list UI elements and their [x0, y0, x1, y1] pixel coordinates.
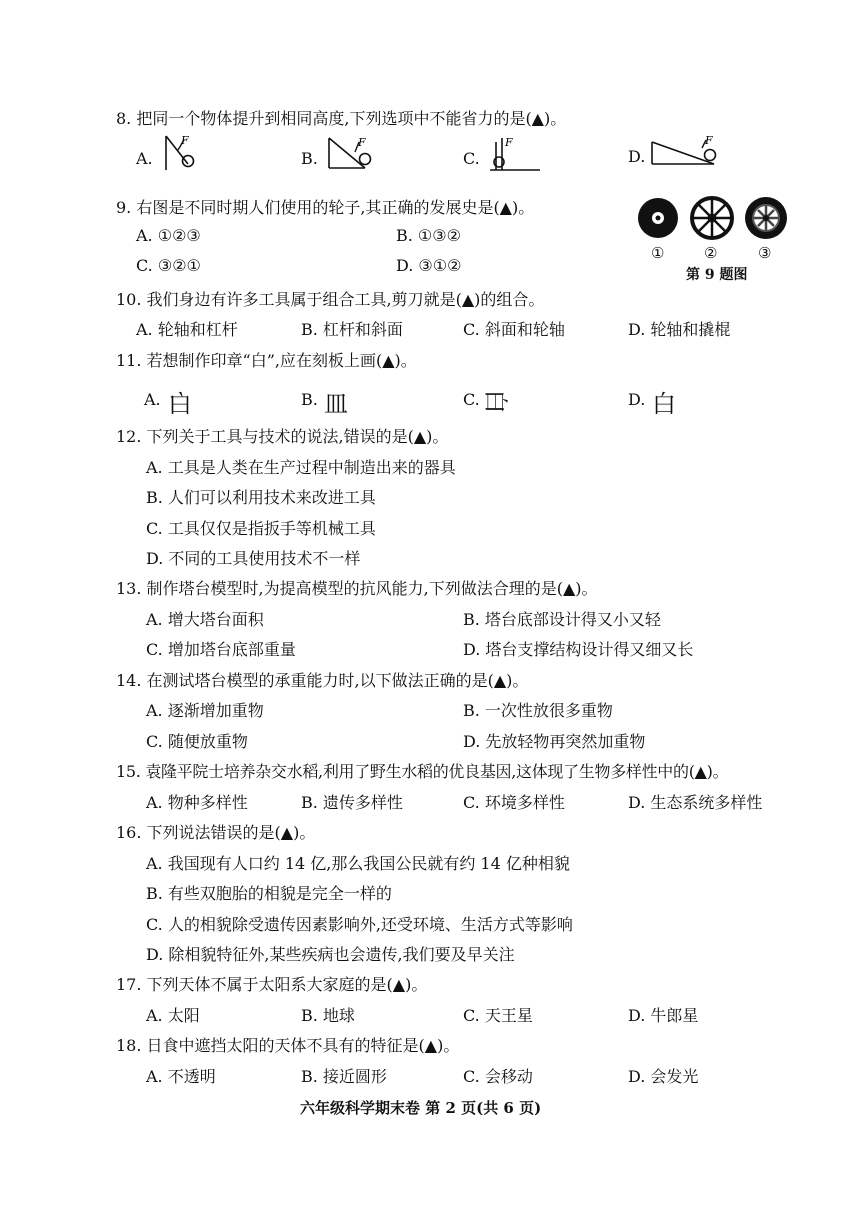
- q18-option-b: B. 接近圆形: [301, 1067, 387, 1086]
- q11-glyph-d: 白: [652, 390, 676, 418]
- q9-option-d: D. ③①②: [396, 256, 462, 275]
- q8-pulley-diagram-a: [162, 134, 202, 174]
- q9-figure-caption: 第 9 题图: [686, 267, 748, 283]
- q8-force-label-a: F: [181, 134, 189, 147]
- q13-stem: 13. 制作塔台模型时,为提高模型的抗风能力,下列做法合理的是(▲)。: [116, 579, 598, 598]
- q9-option-b: B. ①③②: [396, 226, 461, 245]
- q9-option-c: C. ③②①: [136, 256, 201, 275]
- spoked-wheel-icon: [692, 198, 732, 238]
- q17-option-a: A. 太阳: [146, 1006, 200, 1025]
- q11-option-a: A.: [144, 390, 161, 409]
- q8-option-a: A.: [136, 149, 153, 168]
- q16-stem: 16. 下列说法错误的是(▲)。: [116, 823, 316, 842]
- q8-pull-diagram-c: [488, 134, 544, 174]
- q8-option-b: B.: [301, 149, 318, 168]
- q16-option-c: C. 人的相貌除受遗传因素影响外,还受环境、生活方式等影响: [146, 915, 573, 934]
- q12-stem: 12. 下列关于工具与技术的说法,错误的是(▲)。: [116, 427, 449, 446]
- q9-stem: 9. 右图是不同时期人们使用的轮子,其正确的发展史是(▲)。: [116, 198, 535, 217]
- q9-wheel-label-3: ③: [758, 244, 772, 262]
- q11-glyph-b: 皿: [324, 390, 348, 418]
- solid-wheel-icon: [638, 198, 678, 238]
- q12-option-b: B. 人们可以利用技术来改进工具: [146, 488, 376, 507]
- q15-option-c: C. 环境多样性: [463, 793, 565, 812]
- tire-wheel-icon: [745, 197, 787, 239]
- q10-option-c: C. 斜面和轮轴: [463, 320, 565, 339]
- q8-force-label-b: F: [358, 136, 366, 149]
- q18-option-d: D. 会发光: [628, 1067, 699, 1086]
- q8-option-c: C.: [463, 149, 480, 168]
- q8-force-label-d: F: [705, 134, 713, 147]
- q11-glyph-a: 白: [168, 390, 192, 418]
- q14-option-a: A. 逐渐增加重物: [146, 701, 264, 720]
- q9-wheel-label-1: ①: [651, 244, 665, 262]
- q17-stem: 17. 下列天体不属于太阳系大家庭的是(▲)。: [116, 975, 428, 994]
- q17-option-c: C. 天王星: [463, 1006, 533, 1025]
- q14-option-c: C. 随便放重物: [146, 732, 248, 751]
- q13-option-c: C. 增加塔台底部重量: [146, 640, 296, 659]
- q12-option-a: A. 工具是人类在生产过程中制造出来的器具: [146, 458, 456, 477]
- q8-stem: 8. 把同一个物体提升到相同高度,下列选项中不能省力的是(▲)。: [116, 109, 567, 128]
- q16-option-d: D. 除相貌特征外,某些疾病也会遗传,我们要及早关注: [146, 945, 515, 964]
- q13-option-a: A. 增大塔台面积: [146, 610, 264, 629]
- q18-option-c: C. 会移动: [463, 1067, 533, 1086]
- q15-option-b: B. 遗传多样性: [301, 793, 403, 812]
- q14-option-d: D. 先放轻物再突然加重物: [463, 732, 646, 751]
- q17-option-b: B. 地球: [301, 1006, 355, 1025]
- q10-stem: 10. 我们身边有许多工具属于组合工具,剪刀就是(▲)的组合。: [116, 290, 545, 309]
- q11-option-b: B.: [301, 390, 318, 409]
- q18-option-a: A. 不透明: [146, 1067, 216, 1086]
- q16-option-b: B. 有些双胞胎的相貌是完全一样的: [146, 884, 392, 903]
- q10-option-a: A. 轮轴和杠杆: [136, 320, 238, 339]
- q16-option-a: A. 我国现有人口约 14 亿,那么我国公民就有约 14 亿种相貌: [146, 854, 570, 873]
- q11-option-d: D.: [628, 390, 646, 409]
- q18-stem: 18. 日食中遮挡太阳的天体不具有的特征是(▲)。: [116, 1036, 460, 1055]
- q12-option-d: D. 不同的工具使用技术不一样: [146, 549, 361, 568]
- q9-option-a: A. ①②③: [136, 226, 201, 245]
- q15-stem: 15. 袁隆平院士培养杂交水稻,利用了野生水稻的优良基因,这体现了生物多样性中的(▲)。: [116, 762, 729, 781]
- q11-option-c: C.: [463, 390, 480, 409]
- q13-option-b: B. 塔台底部设计得又小又轻: [463, 610, 661, 629]
- q10-option-d: D. 轮轴和撬棍: [628, 320, 731, 339]
- q14-option-b: B. 一次性放很多重物: [463, 701, 613, 720]
- page-footer: 六年级科学期末卷 第 2 页(共 6 页): [300, 1099, 542, 1117]
- q11-stem: 11. 若想制作印章“白”,应在刻板上画(▲)。: [116, 351, 417, 370]
- q14-stem: 14. 在测试塔台模型的承重能力时,以下做法正确的是(▲)。: [116, 671, 529, 690]
- q8-incline-diagram-b: [325, 136, 377, 176]
- q12-option-c: C. 工具仅仅是指扳手等机械工具: [146, 519, 376, 538]
- q8-force-label-c: F: [505, 136, 513, 149]
- q15-option-a: A. 物种多样性: [146, 793, 248, 812]
- q17-option-d: D. 牛郎星: [628, 1006, 699, 1025]
- q8-option-d: D.: [628, 147, 646, 166]
- q15-option-d: D. 生态系统多样性: [628, 793, 763, 812]
- q9-wheel-label-2: ②: [704, 244, 718, 262]
- q10-option-b: B. 杠杆和斜面: [301, 320, 403, 339]
- q13-option-d: D. 塔台支撑结构设计得又细又长: [463, 640, 694, 659]
- q11-glyph-c: 白: [481, 389, 510, 414]
- q9-wheels-figure: [636, 196, 792, 244]
- q8-incline-diagram-d: [650, 136, 722, 172]
